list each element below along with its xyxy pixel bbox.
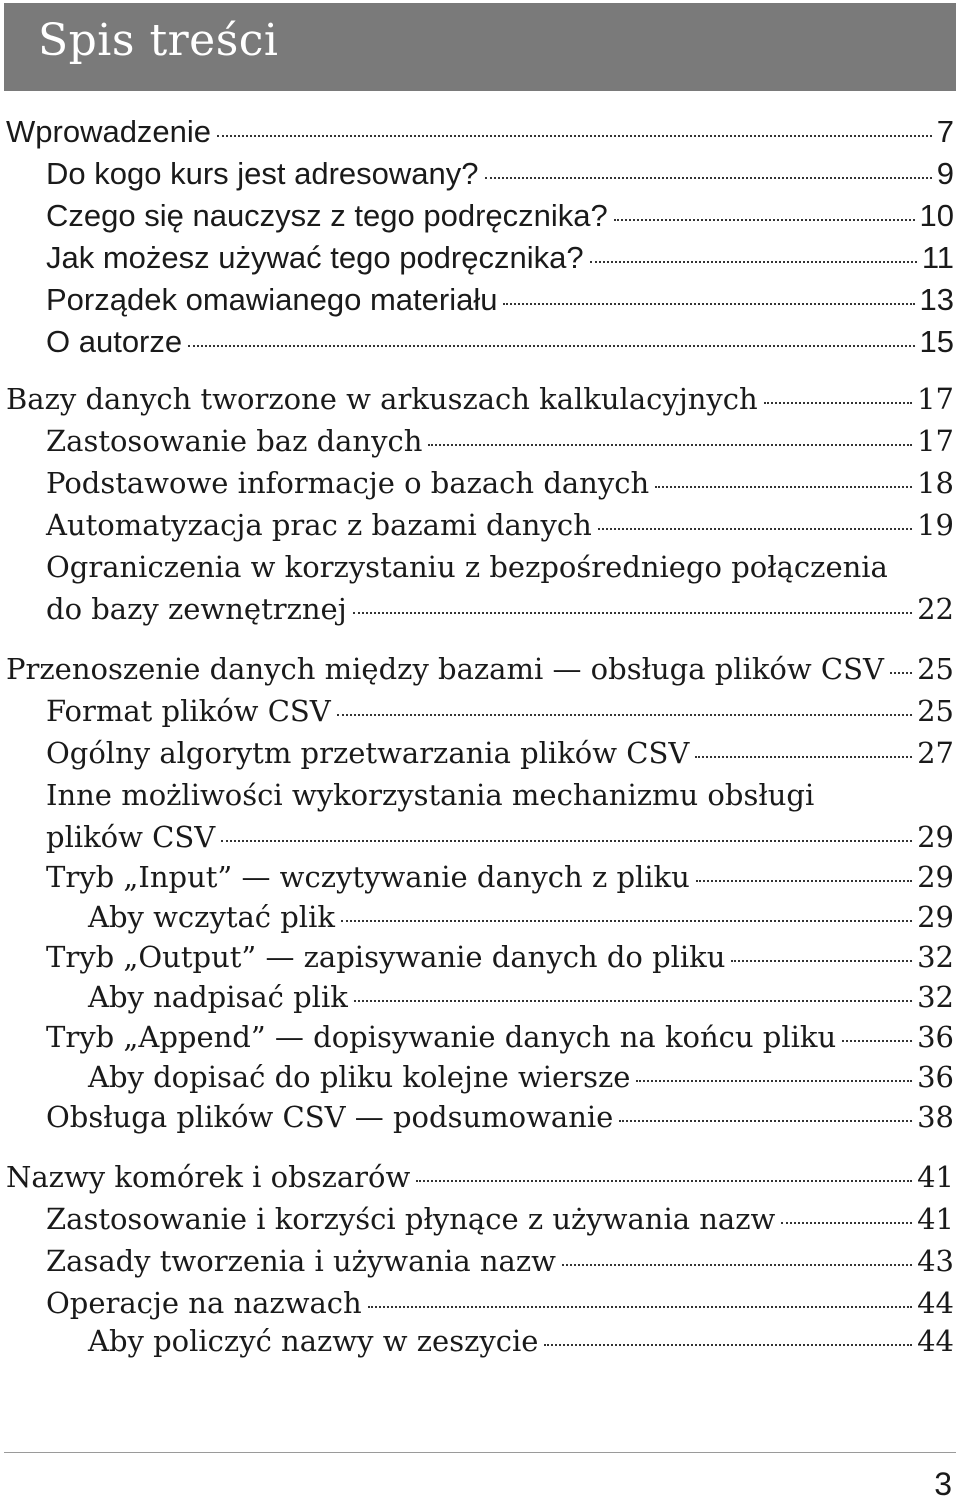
toc-entry-title: O autorze xyxy=(46,324,183,359)
dot-leader xyxy=(636,1080,912,1082)
toc-entry-page: 44 xyxy=(917,1286,954,1320)
dot-leader xyxy=(590,261,917,263)
dot-leader xyxy=(544,1344,912,1346)
dot-leader xyxy=(781,1222,912,1224)
toc-entry-title: Zastosowanie baz danych xyxy=(46,424,423,458)
toc-entry-page: 17 xyxy=(917,382,954,416)
toc-entry-title: Do kogo kurs jest adresowany? xyxy=(46,156,479,191)
toc-entry-page: 18 xyxy=(917,466,954,500)
toc-entry-title: plików CSV xyxy=(46,820,216,854)
toc-entry[interactable] xyxy=(46,424,954,464)
toc-entry-title: Podstawowe informacje o bazach danych xyxy=(46,466,650,500)
toc-entry-title-line1[interactable]: Ograniczenia w korzystaniu z bezpośredniego połączenia xyxy=(46,550,888,584)
toc-entry[interactable] xyxy=(46,592,954,632)
toc-entry[interactable] xyxy=(88,1060,954,1100)
toc-entry[interactable] xyxy=(6,1160,954,1200)
toc-entry-page: 9 xyxy=(936,156,954,191)
dot-leader xyxy=(221,840,912,842)
dot-leader xyxy=(354,1000,912,1002)
page-title: Spis treści xyxy=(38,15,279,66)
toc-entry-title: Aby policzyć nazwy w zeszycie xyxy=(88,1324,539,1358)
toc-entry[interactable] xyxy=(6,114,954,154)
dot-leader xyxy=(485,177,932,179)
toc-entry[interactable] xyxy=(46,282,954,322)
toc-entry[interactable] xyxy=(46,466,954,506)
dot-leader xyxy=(217,135,932,137)
toc-entry-title: Tryb „Output” — zapisywanie danych do pliku xyxy=(46,940,726,974)
toc-entry[interactable] xyxy=(46,860,954,900)
dot-leader xyxy=(655,486,912,488)
dot-leader xyxy=(614,219,915,221)
toc-entry[interactable] xyxy=(46,694,954,734)
dot-leader xyxy=(368,1306,912,1308)
toc-entry-title: Porządek omawianego materiału xyxy=(46,282,498,317)
toc-entry-title: Automatyzacja prac z bazami danych xyxy=(46,508,592,542)
toc-entry[interactable] xyxy=(46,1202,954,1242)
dot-leader xyxy=(353,612,912,614)
footer-divider xyxy=(4,1452,956,1453)
toc-entry-page: 32 xyxy=(917,980,954,1014)
toc-entry-page: 22 xyxy=(917,592,954,626)
toc-entry-page: 10 xyxy=(919,198,954,233)
toc-entry[interactable] xyxy=(46,324,954,364)
dot-leader xyxy=(562,1264,912,1266)
toc-entry-title: Przenoszenie danych między bazami — obsługa plików CSV xyxy=(6,652,884,686)
dot-leader xyxy=(503,303,914,305)
toc-entry-title: Zastosowanie i korzyści płynące z używania nazw xyxy=(46,1202,776,1236)
toc-entry[interactable] xyxy=(46,1286,954,1326)
toc-entry-page: 19 xyxy=(917,508,954,542)
toc-entry[interactable] xyxy=(46,736,954,776)
toc-entry[interactable] xyxy=(46,1244,954,1284)
toc-entry-page: 43 xyxy=(917,1244,954,1278)
toc-entry[interactable] xyxy=(46,156,954,196)
toc-entry-title: Czego się nauczysz z tego podręcznika? xyxy=(46,198,608,233)
toc-entry-title: Aby dopisać do pliku kolejne wiersze xyxy=(88,1060,631,1094)
toc-entry-title: Aby nadpisać plik xyxy=(88,980,348,1014)
toc-entry[interactable] xyxy=(46,1020,954,1060)
toc-entry-page: 7 xyxy=(936,114,954,149)
toc-entry-title: Tryb „Append” — dopisywanie danych na końcu pliku xyxy=(46,1020,837,1054)
dot-leader xyxy=(598,528,912,530)
toc-entry[interactable] xyxy=(6,382,954,422)
toc-entry-page: 36 xyxy=(917,1020,954,1054)
toc-entry[interactable] xyxy=(46,1100,954,1140)
toc-entry-page: 17 xyxy=(917,424,954,458)
toc-entry-title: Format plików CSV xyxy=(46,694,331,728)
toc-entry-page: 25 xyxy=(917,694,954,728)
toc-entry-title: Nazwy komórek i obszarów xyxy=(6,1160,411,1194)
page-number: 3 xyxy=(934,1466,952,1502)
dot-leader xyxy=(890,672,912,674)
dot-leader xyxy=(188,345,914,347)
toc-entry-page: 32 xyxy=(917,940,954,974)
dot-leader xyxy=(428,444,912,446)
toc-entry-title: Ogólny algorytm przetwarzania plików CSV xyxy=(46,736,690,770)
toc-entry-title: Jak możesz używać tego podręcznika? xyxy=(46,240,584,275)
toc-entry[interactable] xyxy=(46,940,954,980)
toc-entry-page: 38 xyxy=(917,1100,954,1134)
dot-leader xyxy=(337,714,912,716)
dot-leader xyxy=(619,1120,912,1122)
dot-leader xyxy=(695,756,912,758)
toc-entry-page: 29 xyxy=(917,900,954,934)
toc-entry[interactable] xyxy=(88,1324,954,1364)
toc-entry[interactable] xyxy=(46,198,954,238)
dot-leader xyxy=(341,920,912,922)
toc-entry[interactable] xyxy=(88,900,954,940)
toc-entry[interactable] xyxy=(46,820,954,860)
toc-entry-page: 36 xyxy=(917,1060,954,1094)
toc-entry-page: 11 xyxy=(921,240,954,275)
toc-entry-page: 29 xyxy=(917,860,954,894)
toc-entry-page: 13 xyxy=(919,282,954,317)
toc-entry-title: Wprowadzenie xyxy=(6,114,212,149)
dot-leader xyxy=(764,402,912,404)
toc-entry-page: 41 xyxy=(917,1202,954,1236)
toc-entry-title: Bazy danych tworzone w arkuszach kalkulacyjnych xyxy=(6,382,758,416)
toc-entry-page: 25 xyxy=(917,652,954,686)
toc-entry-page: 44 xyxy=(917,1324,954,1358)
dot-leader xyxy=(696,880,912,882)
toc-entry-title: Zasady tworzenia i używania nazw xyxy=(46,1244,556,1278)
toc-entry-page: 29 xyxy=(917,820,954,854)
toc-entry-title: Aby wczytać plik xyxy=(88,900,335,934)
toc-entry-page: 27 xyxy=(917,736,954,770)
toc-entry-title: Obsługa plików CSV — podsumowanie xyxy=(46,1100,614,1134)
toc-entry-page: 15 xyxy=(919,324,954,359)
toc-entry-page: 41 xyxy=(917,1160,954,1194)
toc-entry-title: do bazy zewnętrznej xyxy=(46,592,347,626)
toc-entry-title: Operacje na nazwach xyxy=(46,1286,362,1320)
toc-entry-title-line1[interactable]: Inne możliwości wykorzystania mechanizmu obsługi xyxy=(46,778,815,812)
toc-entry[interactable] xyxy=(88,980,954,1020)
dot-leader xyxy=(842,1040,912,1042)
dot-leader xyxy=(416,1180,912,1182)
dot-leader xyxy=(731,960,912,962)
toc-entry[interactable] xyxy=(46,508,954,548)
toc-entry[interactable] xyxy=(46,240,954,280)
toc-entry-title: Tryb „Input” — wczytywanie danych z pliku xyxy=(46,860,690,894)
toc-entry[interactable] xyxy=(6,652,954,692)
